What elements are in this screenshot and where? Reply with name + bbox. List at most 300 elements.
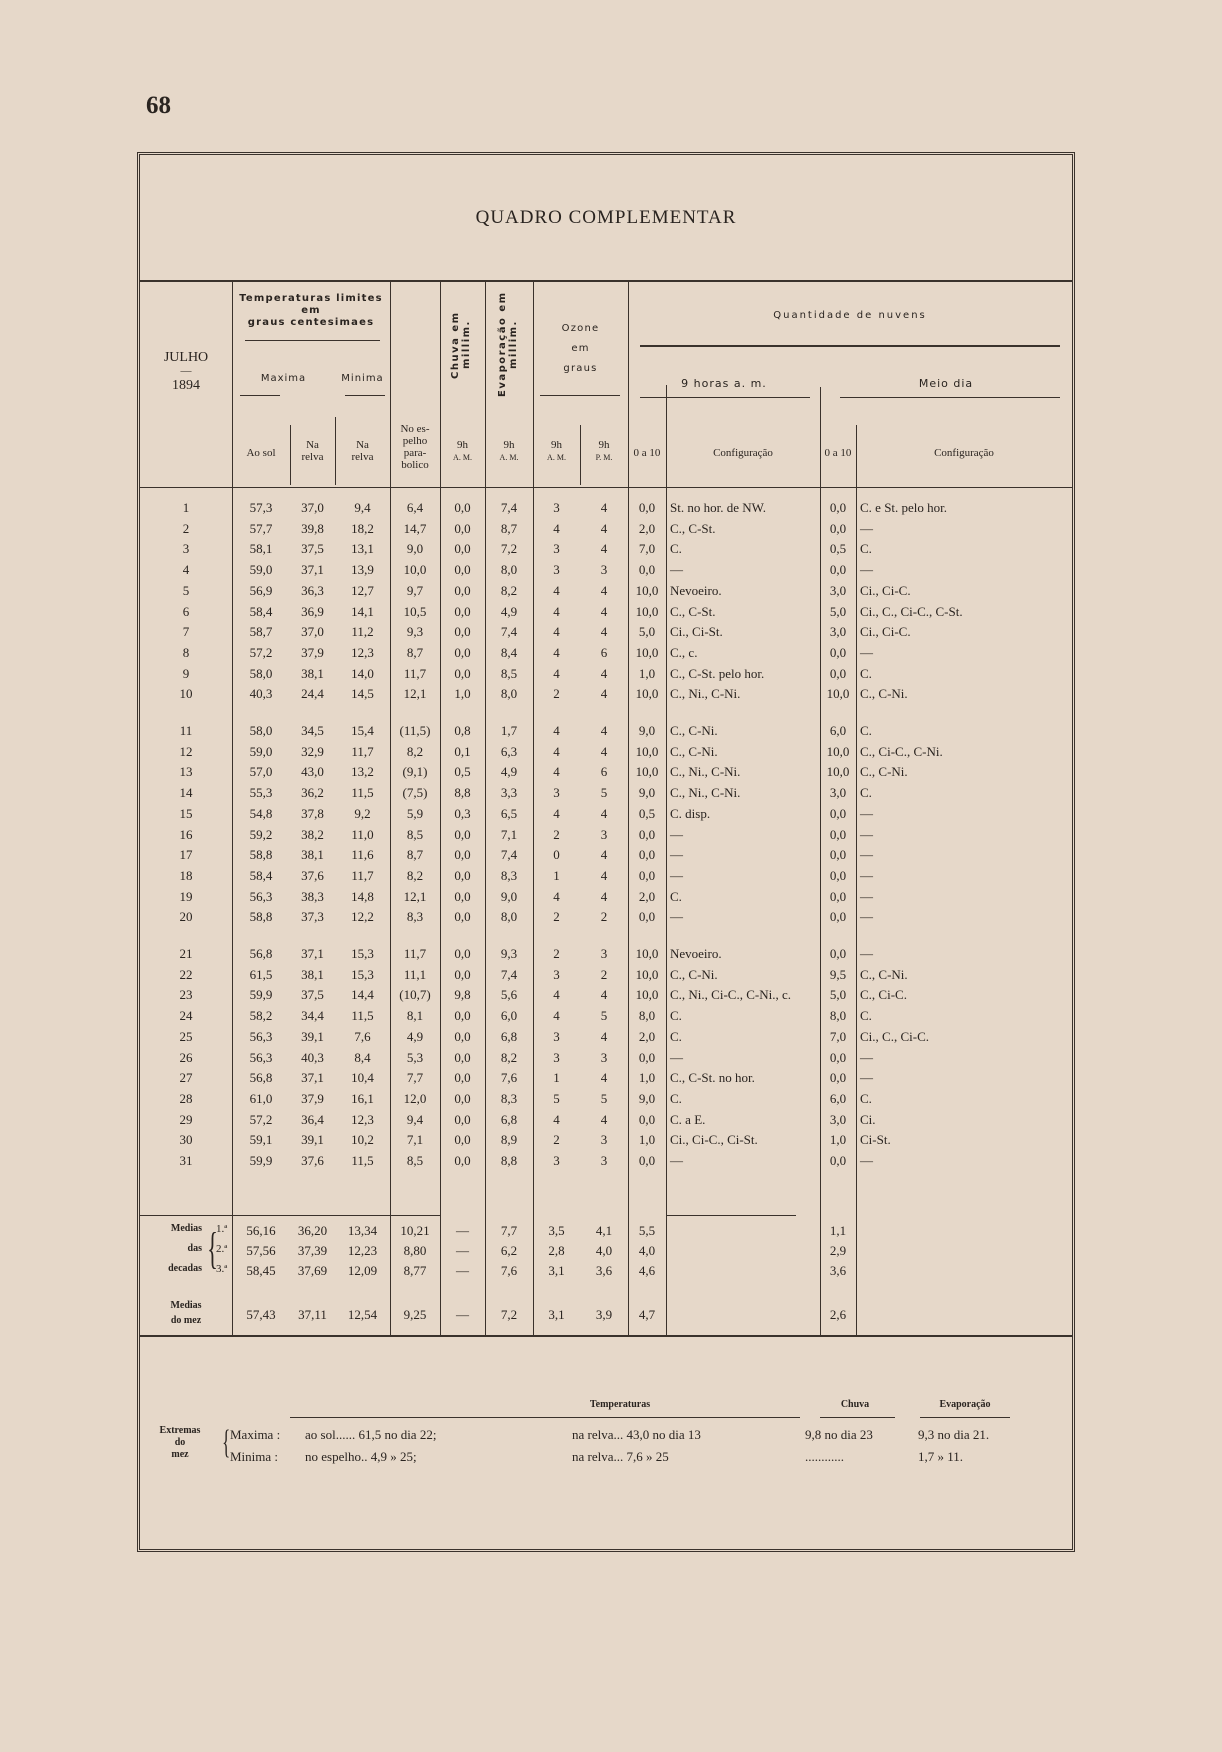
cell-oz-pm: 4 — [600, 888, 608, 904]
cell-sol: 58,0 — [249, 723, 273, 738]
cell-relva: 24,4 — [301, 686, 324, 702]
cell-c9: C., c. — [670, 644, 698, 660]
cell-min-relva: 14,8 — [351, 888, 374, 904]
cell-chuva: 0,0 — [454, 826, 471, 842]
cell-relva: 38,1 — [301, 966, 324, 982]
cell-relva: 37,69 — [297, 1263, 328, 1278]
cell-oz-am: 2 — [553, 826, 560, 842]
cell-oz-pm: 3 — [600, 826, 608, 842]
cell-oz-pm: 3 — [600, 946, 608, 961]
cell-chuva: 1,0 — [454, 686, 471, 702]
cell-evap: 4,9 — [500, 603, 518, 619]
cell-espelho: 14,7 — [403, 520, 427, 536]
col-espelho-1: No es- — [400, 423, 430, 435]
cell-espelho: 10,21 — [400, 1223, 430, 1238]
table-row — [140, 744, 1072, 764]
cell-min-relva: 11,6 — [351, 847, 374, 863]
cell-n9: 9,0 — [638, 1090, 656, 1106]
cell-nm: 0,0 — [829, 1153, 847, 1168]
cell-evap: 7,2 — [500, 1307, 518, 1322]
cell-nm: 0,0 — [829, 644, 847, 660]
cell-espelho: 8,7 — [406, 847, 424, 863]
meio-dia-label: Meio dia — [918, 377, 974, 390]
cell-chuva: 0,0 — [454, 665, 471, 681]
cell-oz-am: 3,1 — [548, 1307, 565, 1322]
cell-sol: 58,2 — [249, 1008, 273, 1024]
cell-min-relva: 12,3 — [351, 644, 374, 660]
cell-oz-am: 2 — [553, 1132, 560, 1148]
extremas-evap-max: 9,3 no dia 21. — [918, 1427, 990, 1442]
cell-min-relva: 10,2 — [351, 1132, 374, 1148]
cell-cm: — — [860, 520, 873, 536]
cell-cm: Ci. — [860, 1111, 876, 1127]
cell-cm: Ci-St. — [860, 1132, 891, 1148]
cell-espelho: 9,25 — [403, 1307, 427, 1322]
cell-relva: 36,4 — [301, 1111, 324, 1127]
cell-oz-pm: 4 — [600, 500, 608, 515]
cell-sol: 59,2 — [249, 826, 273, 842]
cell-oz-am: 3 — [553, 500, 560, 515]
cell-d: 2 — [182, 520, 190, 536]
cell-chuva: 9,8 — [454, 987, 471, 1003]
cell-relva: 36,20 — [297, 1223, 328, 1238]
cell-d: 21 — [179, 946, 193, 961]
table-row — [140, 1029, 1072, 1049]
cell-c9: C. — [670, 541, 682, 557]
cell-relva: 37,1 — [301, 1070, 324, 1086]
extremas-maxima-label: Maxima : — [230, 1427, 281, 1442]
cell-n9: 10,0 — [635, 764, 659, 780]
cell-chuva: — — [456, 1307, 469, 1322]
col-na-relva-min-1: Na — [356, 439, 369, 451]
maxima-label: Maxima — [260, 373, 307, 384]
cell-relva: 38,1 — [301, 665, 324, 681]
cell-nm: 0,0 — [829, 520, 847, 536]
medias-mez-row — [140, 1307, 1072, 1327]
cell-n9: 9,0 — [638, 723, 656, 738]
cell-d: 13 — [179, 764, 193, 780]
extremas-evaporacao: Evaporação — [939, 1399, 991, 1410]
cell-oz-am: 3,1 — [548, 1263, 565, 1278]
cell-oz-pm: 4,0 — [595, 1243, 613, 1258]
col-config-9h: Configuração — [713, 447, 773, 459]
cell-oz-am: 1 — [553, 867, 560, 883]
cell-oz-am: 0 — [553, 847, 560, 863]
extremas-min-espelho: no espelho.. 4,9 » 25; — [305, 1449, 417, 1464]
cell-chuva: 0,0 — [454, 966, 471, 982]
cell-sol: 59,0 — [249, 743, 273, 759]
cell-oz-am: 3,5 — [548, 1223, 565, 1238]
cell-oz-am: 4 — [553, 743, 560, 759]
cell-cm: C. e St. pelo hor. — [860, 500, 948, 515]
medias-row — [140, 1263, 1072, 1283]
cell-sol: 61,5 — [249, 966, 273, 982]
chuva-am: A. M. — [453, 453, 472, 462]
cell-relva: 36,3 — [301, 582, 324, 598]
table-row — [140, 847, 1072, 867]
cell-relva: 43,0 — [301, 764, 324, 780]
cell-n9: 4,7 — [638, 1307, 656, 1322]
cell-n9: 1,0 — [638, 665, 656, 681]
cell-oz-pm: 4 — [600, 867, 608, 883]
cell-n9: 10,0 — [635, 946, 659, 961]
cell-c9: C., C-Ni. — [670, 723, 718, 738]
page-title: QUADRO COMPLEMENTAR — [475, 207, 737, 228]
cell-d: 12 — [179, 743, 193, 759]
cell-evap: 9,0 — [500, 888, 518, 904]
cell-evap: 7,6 — [500, 1263, 518, 1278]
temp-group-line2: em — [301, 305, 321, 316]
cell-sol: 56,16 — [246, 1223, 276, 1238]
cell-relva: 39,1 — [301, 1132, 324, 1148]
cell-evap: 4,9 — [500, 764, 518, 780]
cell-d: 16 — [179, 826, 193, 842]
cell-relva: 36,2 — [301, 785, 324, 801]
decada-1: 1.ª — [216, 1223, 228, 1235]
cell-n9: 0,0 — [638, 1153, 656, 1168]
cell-sol: 58,4 — [249, 603, 273, 619]
cell-evap: 6,2 — [500, 1243, 518, 1258]
cell-oz-am: 4 — [553, 723, 560, 738]
cell-n9: 8,0 — [638, 1008, 656, 1024]
evap-9h: 9h — [503, 439, 515, 451]
medias-label-2: das — [187, 1243, 202, 1254]
cell-cm: — — [860, 946, 873, 961]
cell-nm: 3,6 — [829, 1263, 847, 1278]
cell-n9: 4,6 — [638, 1263, 656, 1278]
cell-oz-am: 4 — [553, 805, 560, 821]
cell-c9: Nevoeiro. — [670, 946, 722, 961]
cell-relva: 37,1 — [301, 946, 324, 961]
cell-n9: 4,0 — [638, 1243, 656, 1258]
cell-nm: 0,0 — [829, 500, 847, 515]
chuva-9h: 9h — [457, 439, 468, 451]
cell-evap: 5,6 — [500, 987, 518, 1003]
cell-d: 26 — [179, 1049, 193, 1065]
cell-oz-am: 2 — [553, 686, 560, 702]
extremas-label-3: mez — [171, 1449, 189, 1460]
cell-d: 14 — [179, 785, 193, 801]
cell-n9: 5,5 — [638, 1223, 656, 1238]
cell-cm: — — [860, 888, 873, 904]
cell-chuva: 0,0 — [454, 909, 471, 925]
cell-c9: C. — [670, 1028, 682, 1044]
cell-cm: C. — [860, 785, 872, 801]
cell-nm: 7,0 — [829, 1028, 847, 1044]
cell-nm: 10,0 — [826, 686, 850, 702]
cell-oz-am: 3 — [553, 1049, 560, 1065]
cell-min-relva: 14,1 — [351, 603, 374, 619]
table-row — [140, 686, 1072, 706]
cell-evap: 9,3 — [500, 946, 518, 961]
cell-chuva: 0,0 — [454, 867, 471, 883]
cell-chuva: 0,0 — [454, 624, 471, 640]
ozone-pm: P. M. — [595, 453, 613, 462]
cell-nm: 3,0 — [829, 624, 847, 640]
cell-oz-pm: 5 — [600, 1008, 608, 1024]
cell-nm: 10,0 — [826, 743, 850, 759]
cell-chuva: 0,3 — [454, 805, 471, 821]
cell-min-relva: 12,3 — [351, 1111, 374, 1127]
cell-evap: 1,7 — [500, 723, 518, 738]
cell-oz-pm: 4 — [600, 1028, 608, 1044]
cell-espelho: (11,5) — [399, 723, 431, 738]
cell-espelho: 8,3 — [406, 909, 424, 925]
cell-evap: 8,0 — [500, 909, 518, 925]
cell-d: 5 — [182, 582, 190, 598]
cell-cm: — — [860, 1070, 873, 1086]
cell-evap: 7,4 — [500, 966, 518, 982]
cell-espelho: 8,2 — [406, 867, 424, 883]
medias-row — [140, 1243, 1072, 1263]
cell-c9: C., Ni., C-Ni. — [670, 785, 741, 801]
cell-oz-am: 4 — [553, 520, 560, 536]
cell-sol: 58,8 — [249, 847, 273, 863]
cell-relva: 37,9 — [301, 644, 324, 660]
cell-evap: 8,9 — [500, 1132, 518, 1148]
cell-relva: 37,6 — [301, 1153, 324, 1168]
cell-c9: — — [670, 1153, 683, 1168]
cell-d: 29 — [179, 1111, 193, 1127]
cell-n9: 0,0 — [638, 826, 656, 842]
cell-c9: C. disp. — [670, 805, 711, 821]
cell-nm: 0,0 — [829, 946, 847, 961]
cell-sol: 59,9 — [249, 987, 273, 1003]
cell-chuva: 0,0 — [454, 1111, 471, 1127]
ozone-line3: graus — [563, 363, 598, 374]
cell-relva: 37,0 — [301, 624, 324, 640]
table-row — [140, 909, 1072, 929]
cell-min-relva: 15,4 — [351, 723, 374, 738]
cell-c9: — — [670, 562, 683, 578]
cell-d: 6 — [182, 603, 190, 619]
cell-oz-am: 2 — [553, 946, 560, 961]
cell-espelho: 9,3 — [406, 624, 424, 640]
table-row — [140, 723, 1072, 743]
table-row — [140, 1153, 1072, 1173]
cell-n9: 2,0 — [638, 1028, 656, 1044]
cell-oz-pm: 2 — [600, 966, 608, 982]
cell-min-relva: 12,09 — [347, 1263, 378, 1278]
cell-evap: 8,3 — [500, 1090, 518, 1106]
cell-d: 27 — [179, 1070, 193, 1086]
cell-espelho: 8,1 — [406, 1008, 424, 1024]
cell-sol: 59,9 — [249, 1153, 273, 1168]
cell-d: 4 — [182, 562, 190, 578]
nove-horas-label: 9 horas a. m. — [681, 377, 767, 390]
cell-c9: C., C-St. no hor. — [670, 1070, 755, 1086]
cell-evap: 7,7 — [500, 1223, 518, 1238]
cell-chuva: 0,0 — [454, 1070, 471, 1086]
month-label: JULHO — [163, 350, 209, 365]
cell-oz-am: 4 — [553, 1111, 560, 1127]
cell-relva: 38,2 — [301, 826, 324, 842]
cell-d: 30 — [179, 1132, 193, 1148]
cell-espelho: (7,5) — [402, 785, 428, 801]
cell-nm: 0,0 — [829, 867, 847, 883]
cell-relva: 38,3 — [301, 888, 324, 904]
table-row — [140, 666, 1072, 686]
cell-oz-pm: 4 — [600, 665, 608, 681]
cell-chuva: 0,0 — [454, 1132, 471, 1148]
table-frame: QUADRO COMPLEMENTAR JULHO — 1894 Temperaturas limites em graus centesimaes Maxima Minima Ao sol Na relva Na relva No es- pelho para- bolico Chuva em millim. Evaporação em millim. 9h A. M. 9h A. M. Ozone em graus 9h A. M. 9h P. M. Quantidade de nuvens 9 horas a. m. Meio dia 0 a 10 Configuração 0 a 10 Configuração 1 57,3 37,0 9,4 6,4 0,0 7,4 3 4 0,0 St. no hor. de NW. 0,0 C. e St. pelo hor. 2 57,7 39,8 18,2 14,7 0,0 8,7 4 4 2,0 C., C-St. 0,0 — 3 58,1 37,5 13,1 9,0 0,0 7,2 3 4 7,0 C. 0,5 C. 4 59,0 37,1 13,9 10,0 0,0 8,0 3 3 0,0 — 0,0 — 5 56,9 36,3 12,7 9,7 0,0 8,2 4 4 10,0 Nevoeiro. 3,0 Ci., Ci-C. 6 58,4 36,9 14,1 10,5 0,0 4,9 4 4 10,0 C., C-St. 5,0 Ci., C., Ci-C., C-St. 7 58,7 37,0 11,2 9,3 0,0 7,4 4 4 5,0 Ci., Ci-St. 3,0 Ci., Ci-C. 8 57,2 37,9 12,3 8,7 0,0 8,4 4 6 10,0 C., c. 0,0 — 9 58,0 38,1 14,0 11,7 0,0 8,5 4 4 1,0 C., C-St. pelo hor. 0,0 C. 10 40,3 24,4 14,5 12,1 1,0 8,0 2 4 10,0 C., Ni., C-Ni. 10,0 C., C-Ni. 11 58,0 34,5 15,4 (11,5) 0,8 1,7 4 4 9,0 C., C-Ni. 6,0 C. 12 59,0 32,9 11,7 8,2 0,1 6,3 4 4 10,0 C., C-Ni. 10,0 C., Ci-C., C-Ni. 13 57,0 43,0 13,2 (9,1) 0,5 4,9 4 6 10,0 C., Ni., C-Ni. 10,0 C., C-Ni. 14 55,3 36,2 11,5 (7,5) 8,8 3,3 3 5 9,0 C., Ni., C-Ni. 3,0 C. 15 54,8 37,8 9,2 5,9 0,3 6,5 4 4 0,5 C. disp. 0,0 — 16 59,2 38,2 11,0 8,5 0,0 7,1 2 3 0,0 — 0,0 — 17 58,8 38,1 11,6 8,7 0,0 7,4 0 4 0,0 — 0,0 — 18 58,4 37,6 11,7 8,2 0,0 8,3 1 4 0,0 — 0,0 — 19 56,3 38,3 14,8 12,1 0,0 9,0 4 4 2,0 C. 0,0 — 20 58,8 37,3 12,2 8,3 0,0 8,0 2 2 0,0 — 0,0 — 21 56,8 37,1 15,3 11,7 0,0 9,3 2 3 10,0 Nevoeiro. 0,0 — 22 61,5 38,1 15,3 11,1 0,0 7,4 3 2 10,0 C., C-Ni. 9,5 C., C-Ni. 23 59,9 37,5 14,4 (10,7) 9,8 5,6 4 4 10,0 C., Ni., Ci-C., C-Ni., c. 5,0 C., Ci-C. 24 58,2 34,4 11,5 8,1 0,0 6,0 4 5 8,0 C. 8,0 C. 25 56,3 39,1 7,6 4,9 0,0 6,8 3 4 2,0 C. 7,0 Ci., C., Ci-C. 26 56,3 40,3 8,4 5,3 0,0 8,2 3 3 0,0 — 0,0 — 27 56,8 37,1 10,4 7,7 0,0 7,6 1 4 1,0 C., C-St. no hor. 0,0 — 28 61,0 37,9 16,1 12,0 0,0 8,3 5 5 9,0 C. 6,0 C. 29 57,2 36,4 12,3 9,4 0,0 6,8 4 4 0,0 C. a E. 3,0 Ci. 30 59,1 39,1 10,2 7,1 0,0 8,9 2 3 1,0 Ci., Ci-C., Ci-St. 1,0 Ci-St. 31 59,9 37,6 11,5 8,5 0,0 8,8 3 3 0,0 — 0,0 — 56,16 36,20 13,34 10,21 — 7,7 3,5 4,1 5,5 1,1 57,56 37,39 12,23 8,80 — 6,2 2,8 4,0 4,0 2,9 58,45 37,69 12,09 8,77 — 7,6 3,1 3,6 4,6 3,6 57,43 37,11 12,54 9,25 — 7,2 3,1 3,9 4,7 2,6 Medias das decadas { 1.ª 2.ª 3.ª Medias do mez Temperaturas Chuva Evaporação Extremas do mez { Maxima : Minima : ao sol...... 61,5 no dia 22; na relva... 43,0 no dia 13 no espelho.. 4,9 » 25; na relva... 7,6 » 25 9,8 no dia 23 ............ 9,3 no dia 21. 1,7 » 11. — [137, 152, 1075, 1552]
cell-n9: 2,0 — [638, 888, 656, 904]
table-row — [140, 806, 1072, 826]
table-row — [140, 521, 1072, 541]
cell-relva: 34,5 — [301, 723, 324, 738]
cell-relva: 37,8 — [301, 805, 324, 821]
cell-evap: 8,4 — [500, 644, 518, 660]
cell-nm: 0,0 — [829, 888, 847, 904]
table-row — [140, 583, 1072, 603]
cell-evap: 8,0 — [500, 686, 518, 702]
cell-chuva: — — [456, 1223, 469, 1238]
cell-evap: 8,3 — [500, 867, 518, 883]
cell-min-relva: 18,2 — [351, 520, 374, 536]
col-config-md: Configuração — [934, 447, 994, 459]
cell-c9: — — [670, 826, 683, 842]
cell-evap: 7,6 — [500, 1070, 518, 1086]
cell-n9: 1,0 — [638, 1070, 656, 1086]
cell-n9: 7,0 — [638, 541, 656, 557]
cell-evap: 6,8 — [500, 1111, 518, 1127]
cell-n9: 0,0 — [638, 1111, 656, 1127]
cell-oz-am: 3 — [553, 541, 560, 557]
cell-espelho: (10,7) — [399, 987, 431, 1003]
cell-cm: Ci., Ci-C. — [860, 582, 911, 598]
cell-chuva: 0,0 — [454, 541, 471, 557]
extremas-label-2: do — [174, 1437, 186, 1448]
cell-relva: 37,5 — [301, 541, 324, 557]
cell-n9: 10,0 — [635, 987, 659, 1003]
cell-evap: 7,4 — [500, 624, 518, 640]
cell-espelho: 8,5 — [406, 826, 424, 842]
cell-n9: 0,0 — [638, 847, 656, 863]
cell-oz-pm: 6 — [600, 644, 608, 660]
cell-nm: 2,9 — [829, 1243, 847, 1258]
cell-min-relva: 13,34 — [347, 1223, 378, 1238]
cell-sol: 57,3 — [249, 500, 273, 515]
cell-oz-am: 4 — [553, 624, 560, 640]
cell-min-relva: 12,7 — [351, 582, 374, 598]
table-row — [140, 868, 1072, 888]
cell-chuva: — — [456, 1243, 469, 1258]
cell-n9: 5,0 — [638, 624, 656, 640]
cell-c9: — — [670, 909, 683, 925]
cell-oz-pm: 4 — [600, 987, 608, 1003]
cell-cm: — — [860, 1153, 873, 1168]
table-row — [140, 889, 1072, 909]
cell-min-relva: 12,54 — [347, 1307, 378, 1322]
cell-chuva: 0,5 — [454, 764, 471, 780]
cell-cm: — — [860, 826, 873, 842]
cell-nm: 0,0 — [829, 665, 847, 681]
cell-oz-pm: 5 — [600, 785, 608, 801]
cell-n9: 10,0 — [635, 743, 659, 759]
cell-sol: 58,8 — [249, 909, 273, 925]
cell-c9: Nevoeiro. — [670, 582, 722, 598]
table-row — [140, 645, 1072, 665]
cell-cm: C. — [860, 665, 872, 681]
cell-d: 23 — [179, 987, 193, 1003]
col-0a10-md: 0 a 10 — [824, 447, 852, 459]
cell-d: 18 — [179, 867, 193, 883]
cell-c9: C., C-Ni. — [670, 966, 718, 982]
cell-espelho: 6,4 — [406, 500, 424, 515]
cell-min-relva: 11,5 — [351, 1008, 374, 1024]
cell-min-relva: 15,3 — [351, 966, 374, 982]
cell-nm: 10,0 — [826, 764, 850, 780]
cell-oz-pm: 2 — [600, 909, 608, 925]
table-row — [140, 987, 1072, 1007]
decada-3: 3.ª — [216, 1263, 228, 1275]
cell-relva: 37,9 — [301, 1090, 324, 1106]
cell-cm: C., C-Ni. — [860, 686, 908, 702]
cell-oz-am: 3 — [553, 966, 560, 982]
cell-d: 25 — [179, 1028, 193, 1044]
col-na-relva-max-1: Na — [306, 439, 319, 451]
cell-relva: 32,9 — [301, 743, 324, 759]
cell-relva: 36,9 — [301, 603, 324, 619]
cell-oz-am: 4 — [553, 603, 560, 619]
cell-oz-pm: 4 — [600, 541, 608, 557]
cell-evap: 8,8 — [500, 1153, 518, 1168]
cell-chuva: 0,0 — [454, 1049, 471, 1065]
cell-evap: 8,7 — [500, 520, 518, 536]
cell-sol: 57,56 — [246, 1243, 276, 1258]
table-row — [140, 562, 1072, 582]
cell-espelho: 10,0 — [403, 562, 427, 578]
cell-chuva: 0,0 — [454, 1028, 471, 1044]
cell-nm: 9,5 — [829, 966, 847, 982]
temp-group-line1: Temperaturas limites — [239, 293, 383, 304]
cell-min-relva: 9,4 — [354, 500, 371, 515]
cell-min-relva: 12,2 — [351, 909, 374, 925]
cell-oz-am: 4 — [553, 764, 560, 780]
cell-relva: 37,39 — [297, 1243, 328, 1258]
cell-oz-pm: 3 — [600, 1132, 608, 1148]
table-row — [140, 764, 1072, 784]
cell-d: 8 — [182, 644, 190, 660]
cell-chuva: 8,8 — [454, 785, 471, 801]
cell-nm: 0,0 — [829, 909, 847, 925]
year-label: 1894 — [172, 378, 200, 393]
cell-oz-am: 2 — [553, 909, 560, 925]
cell-nm: 0,5 — [829, 541, 847, 557]
cell-chuva: 0,0 — [454, 1153, 471, 1168]
cell-oz-am: 3 — [553, 562, 560, 578]
cell-sol: 57,43 — [246, 1307, 276, 1322]
cell-chuva: 0,8 — [454, 723, 471, 738]
cell-c9: C., C-Ni. — [670, 743, 718, 759]
cell-c9: C. a E. — [670, 1111, 706, 1127]
cell-evap: 6,8 — [500, 1028, 518, 1044]
table-row — [140, 1070, 1072, 1090]
cell-nm: 3,0 — [829, 785, 847, 801]
ozone-line2: em — [571, 343, 590, 354]
cell-oz-am: 4 — [553, 888, 560, 904]
table-row — [140, 1091, 1072, 1111]
cell-oz-am: 4 — [553, 1008, 560, 1024]
cell-min-relva: 9,2 — [354, 805, 371, 821]
cell-sol: 56,3 — [249, 1049, 273, 1065]
cell-sol: 56,9 — [249, 582, 273, 598]
cell-c9: C., C-St. — [670, 603, 716, 619]
cell-d: 17 — [179, 847, 193, 863]
cell-espelho: 8,77 — [403, 1263, 427, 1278]
cell-oz-am: 2,8 — [548, 1243, 565, 1258]
cell-sol: 58,45 — [246, 1263, 276, 1278]
